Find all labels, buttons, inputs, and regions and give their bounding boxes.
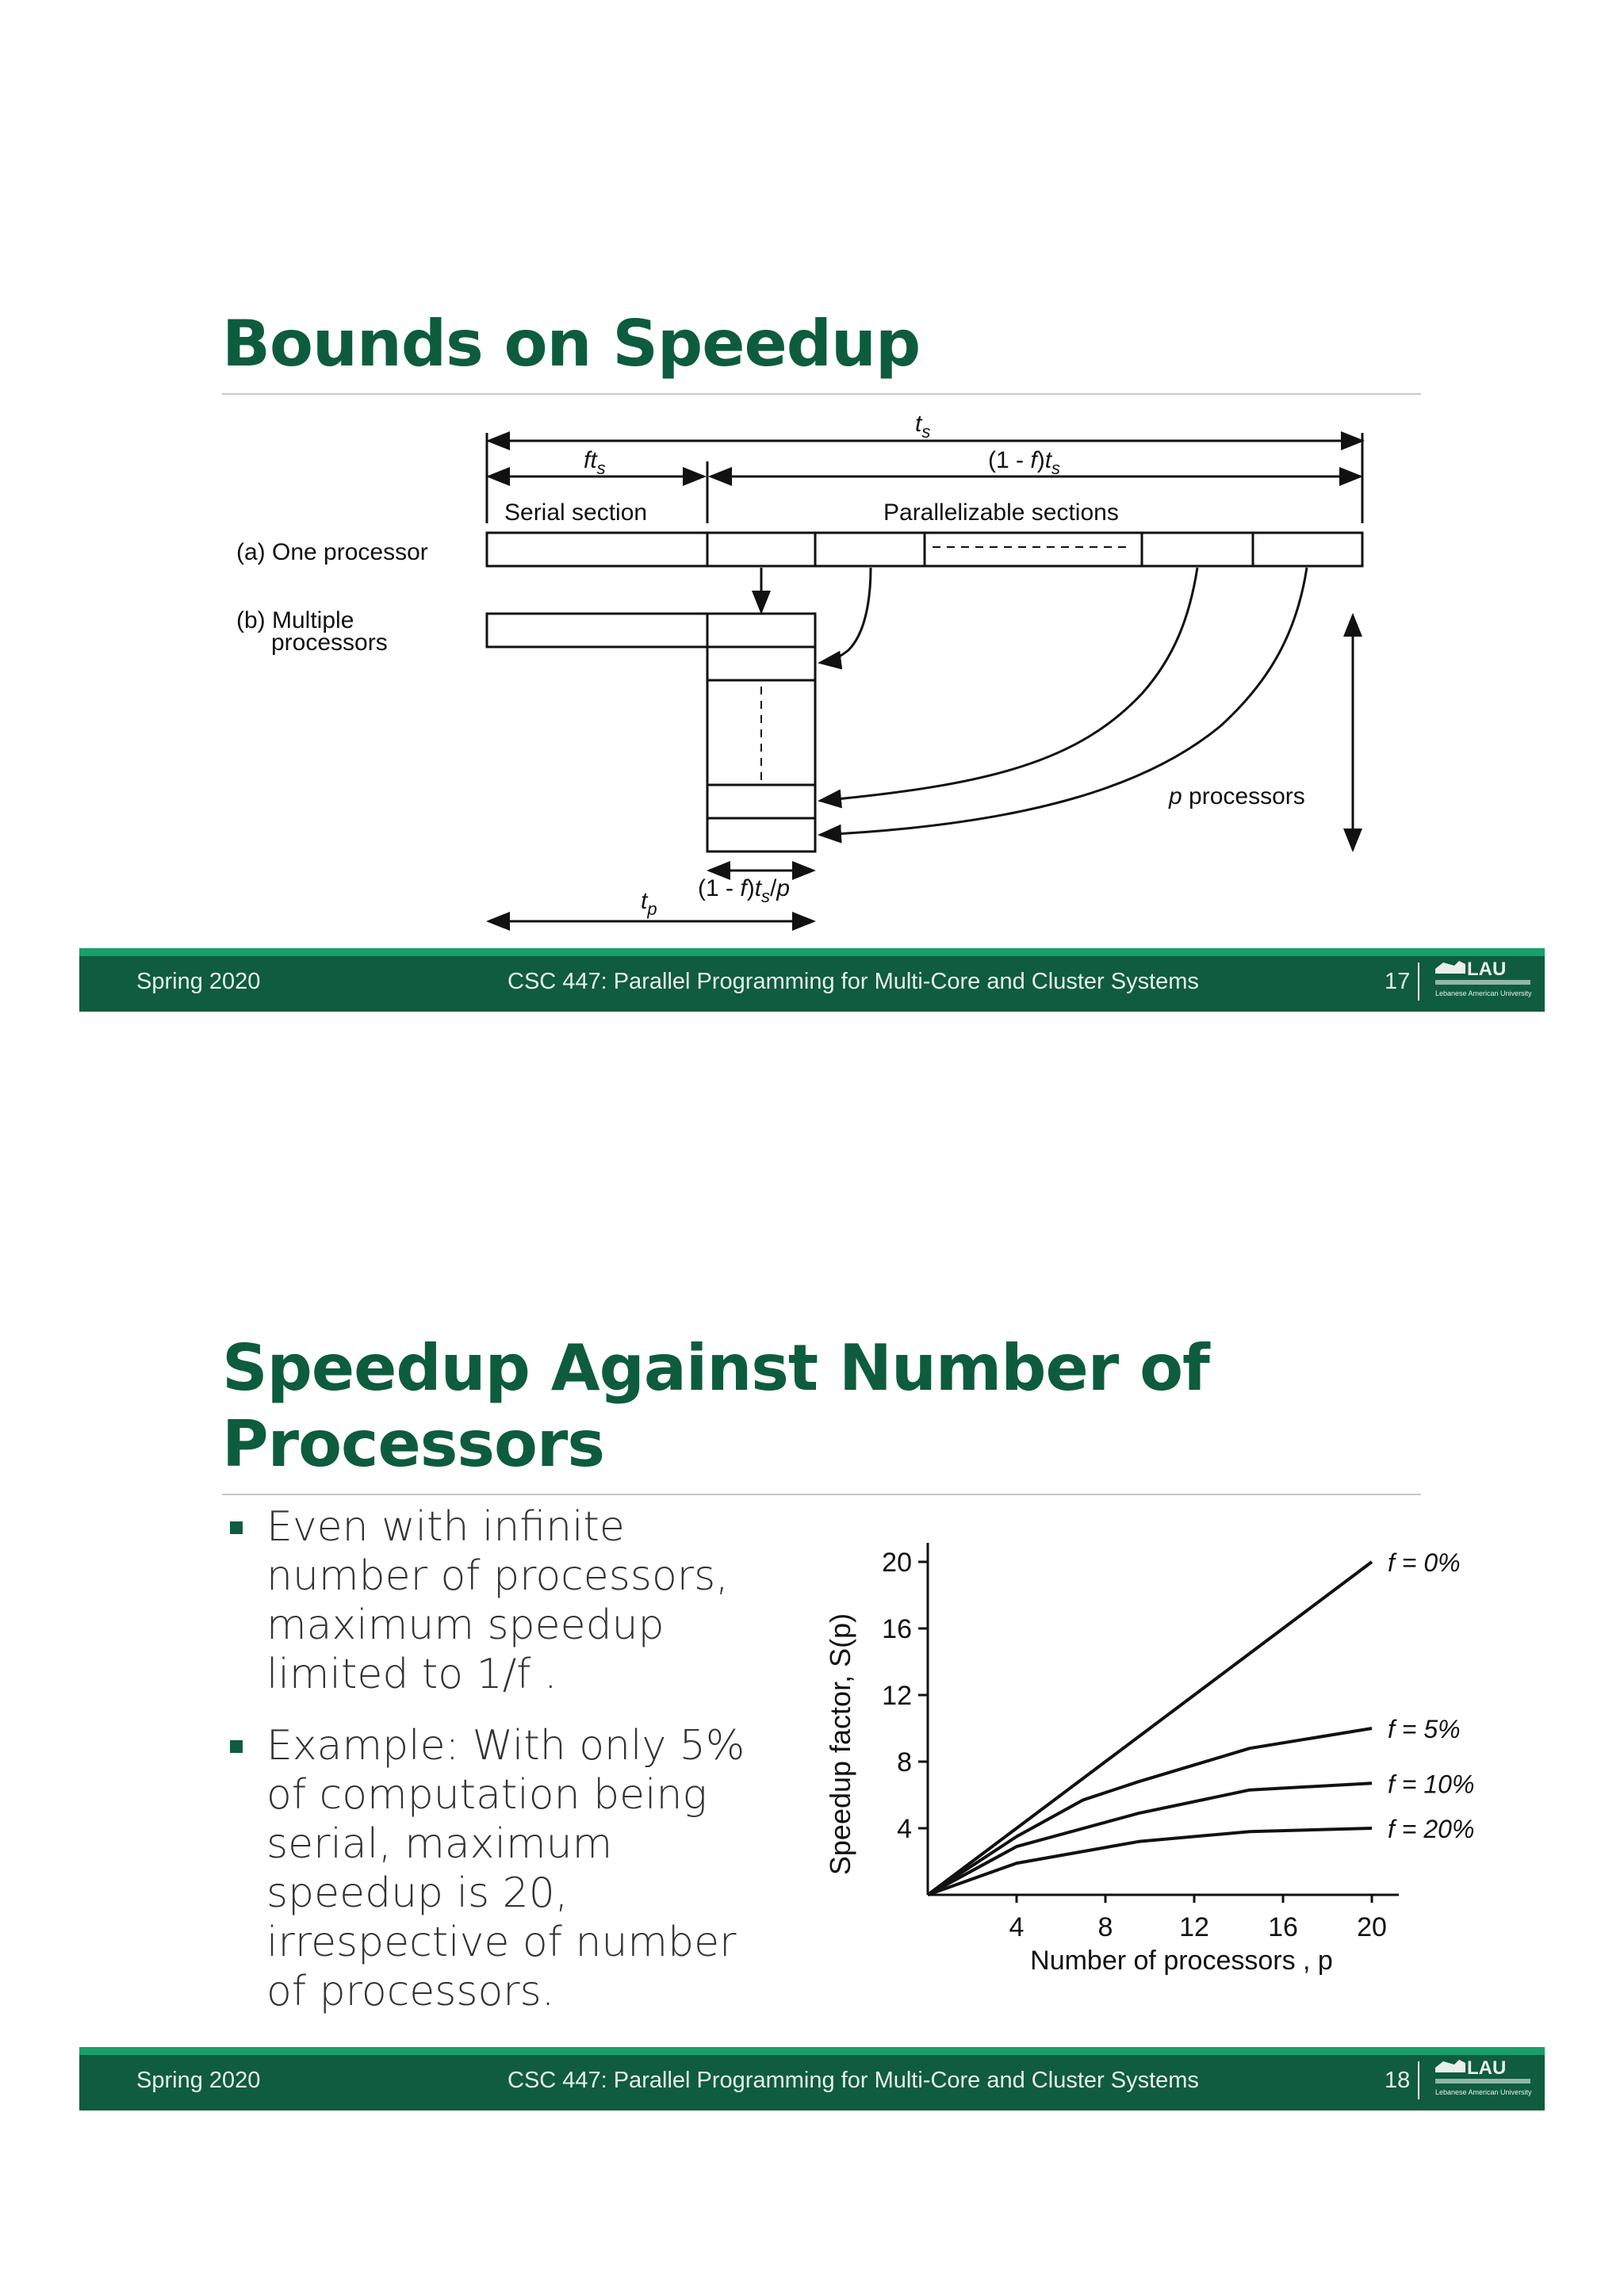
footer-separator (1418, 2061, 1419, 2099)
one-processor-label: (a) One processor (236, 539, 428, 565)
per-processor-time-label: $(1 - f)t_s/p$ (698, 875, 791, 906)
y-tick-label: 20 (882, 1548, 912, 1578)
footer-term: Spring 2020 (136, 969, 261, 994)
p-processors-label: p processors (1169, 783, 1305, 809)
y-tick-label: 16 (882, 1614, 912, 1644)
bullet-item: Even with infinite number of processors, maximum speedup limited to 1/f . (230, 1502, 785, 1699)
svg-text:Lebanese American University: Lebanese American University (1435, 2088, 1532, 2096)
series-label: f = 0% (1388, 1548, 1461, 1577)
y-tick-label: 4 (897, 1814, 912, 1844)
y-tick-label: 8 (897, 1747, 912, 1777)
slide-title: Bounds on Speedup (222, 307, 921, 381)
x-tick-label: 20 (1357, 1912, 1387, 1942)
series-line (928, 1562, 1372, 1895)
parallelizable-sections-label: Parallelizable sections (883, 499, 1119, 526)
tp-label: $t_p$ (641, 888, 657, 919)
y-axis-label: Speedup factor, S(p) (824, 1613, 856, 1876)
y-tick-label: 12 (882, 1681, 912, 1711)
svg-text:Lebanese American University: Lebanese American University (1435, 989, 1532, 997)
x-tick-label: 16 (1268, 1912, 1298, 1942)
multiple-processors-label: (b) Multiple (236, 607, 354, 633)
footer-course: CSC 447: Parallel Programming for Multi-Core and Cluster Systems (508, 969, 1199, 994)
page-number: 18 (1385, 2068, 1411, 2093)
ts-label: $t_s$ (915, 411, 931, 442)
x-tick-label: 8 (1097, 1912, 1113, 1942)
series-label: f = 20% (1388, 1815, 1475, 1843)
footer-term: Spring 2020 (136, 2068, 261, 2093)
parallel-fraction-label: $(1 - f)t_s$ (988, 447, 1061, 478)
x-tick-label: 4 (1009, 1912, 1025, 1942)
x-tick-label: 12 (1179, 1912, 1209, 1942)
bullet-item: Example: With only 5% of computation being serial, maximum speedup is 20, irrespective of number of processors. (230, 1721, 785, 2016)
multiple-processors-label-2: processors (271, 629, 388, 656)
serial-section-label: Serial section (504, 499, 648, 526)
fts-label: $ft_s$ (584, 447, 606, 478)
svg-text:LAU: LAU (1467, 2057, 1507, 2079)
series-label: f = 5% (1388, 1715, 1461, 1743)
footer-course: CSC 447: Parallel Programming for Multi-Core and Cluster Systems (508, 2068, 1199, 2093)
lau-logo-icon (1434, 2057, 1532, 2103)
page-number: 17 (1385, 969, 1411, 994)
series-line (928, 1828, 1372, 1895)
series-label: f = 10% (1388, 1770, 1475, 1799)
x-axis-label: Number of processors , p (1030, 1946, 1333, 1976)
slide-title-line1: Speedup Against Number of (222, 1331, 1209, 1405)
svg-text:LAU: LAU (1467, 959, 1507, 980)
slide-footer (79, 2047, 1545, 2110)
slide-title-line2: Processors (222, 1407, 604, 1481)
